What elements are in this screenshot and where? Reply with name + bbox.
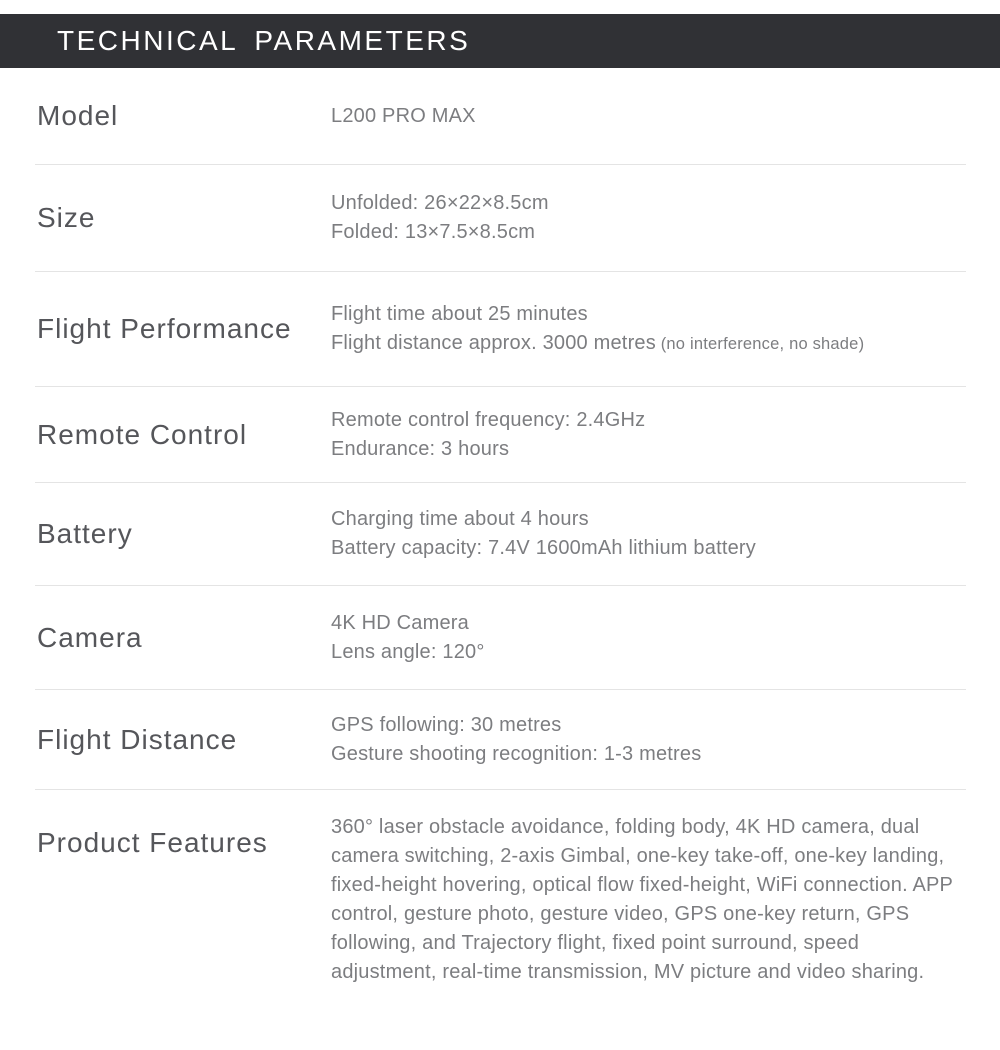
spec-row-label: Flight Distance [37,723,238,755]
spec-value-line: Lens angle: 120° [331,640,485,663]
spec-row [35,483,966,586]
spec-row-value [331,102,966,131]
spec-row-label: Size [37,202,96,234]
spec-value-line: Unfolded: 26×22×8.5cm [331,192,549,214]
spec-row-label: Flight Performance [37,313,292,345]
spec-value-line: 360° laser obstacle avoidance, folding body, 4K HD camera, dual camera switching, 2-axis Gimbal, one-key take-off, one-key landing, fixed-height hovering, optical flow fixed-height, WiFi connection. APP control, gesture photo, gesture video, GPS one-key return, GPS following, and Trajectory flight, fixed point surround, speed adjustment, real-time transmission, MV picture and video sharing. [331,816,953,983]
spec-row-label: Remote Control [37,418,248,450]
spec-value-line: Folded: 13×7.5×8.5cm [331,221,536,243]
section-header-bar [0,14,1000,68]
spec-value-line: Flight distance approx. 3000 metres (no interference, no shade) [331,331,865,354]
spec-row [35,586,966,690]
spec-row-label: Battery [37,518,133,550]
spec-row [35,68,966,165]
spec-row-label: Product Features [37,827,268,858]
spec-value-line: Battery capacity: 7.4V 1600mAh lithium battery [331,537,756,559]
spec-value-line: Remote control frequency: 2.4GHz [331,408,646,431]
spec-value-note: (no interference, no shade) [655,334,865,353]
spec-value-line: Charging time about 4 hours [331,508,589,530]
spec-row-value [331,406,966,464]
spec-value-line: Gesture shooting recognition: 1-3 metres [331,742,702,765]
spec-row [35,272,966,387]
spec-row [35,165,966,272]
spec-row-value [331,300,966,359]
spec-row [35,790,966,1036]
spec-value-line: GPS following: 30 metres [331,713,562,736]
spec-row-value [331,790,966,1007]
spec-row-label: Model [37,100,119,132]
spec-table [35,68,966,1036]
product-spec-sheet [0,14,1000,1036]
section-title: TECHNICAL PARAMETERS [57,25,471,56]
spec-value-line: L200 PRO MAX [331,104,476,127]
spec-row-value [331,609,966,667]
spec-row [35,690,966,790]
spec-row-value [331,189,966,247]
spec-value-line: Endurance: 3 hours [331,437,510,460]
spec-value-line: 4K HD Camera [331,611,469,634]
spec-row-label: Camera [37,621,143,653]
spec-row-value [331,711,966,769]
spec-row-value [331,505,966,563]
spec-value-line: Flight time about 25 minutes [331,302,588,325]
spec-row [35,387,966,483]
